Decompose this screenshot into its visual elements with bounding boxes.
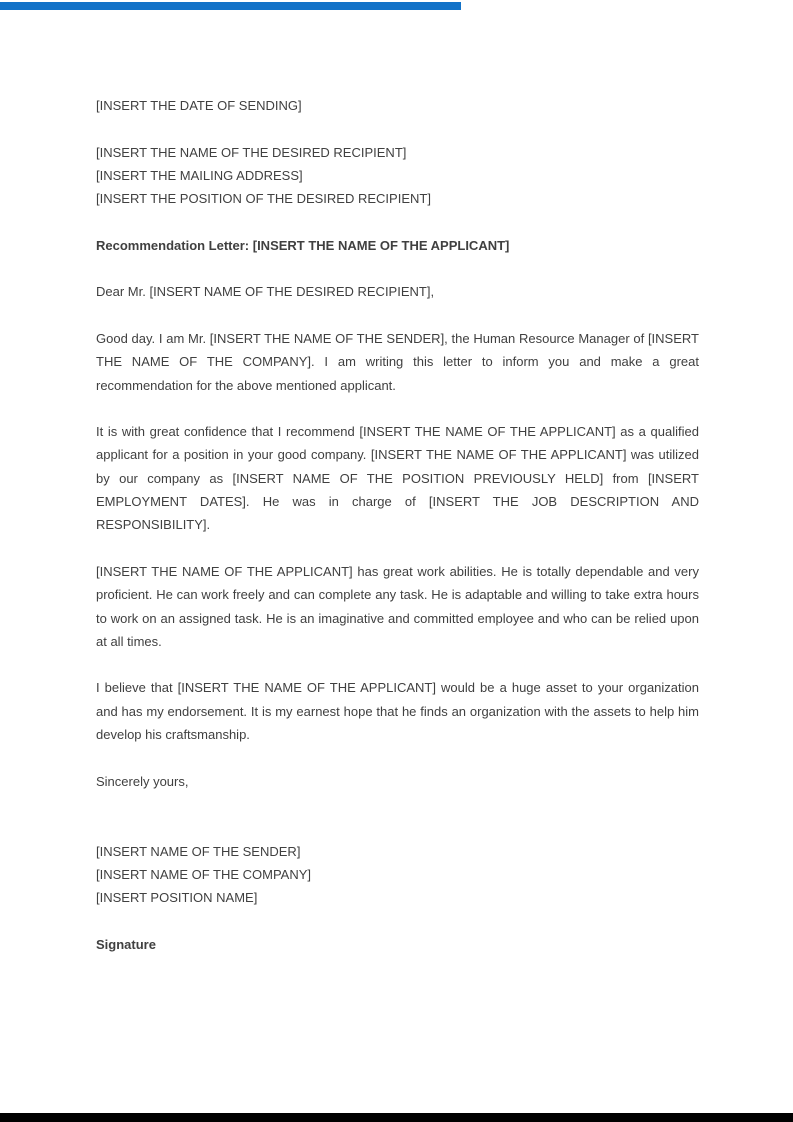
spacer: [96, 117, 699, 140]
subject-line: Recommendation Letter: [INSERT THE NAME OF THE APPLICANT]: [96, 237, 510, 253]
spacer: [96, 537, 699, 560]
letter-body: [96, 94, 699, 956]
body-paragraph-3: [INSERT THE NAME OF THE APPLICANT] has great work abilities. He is totally dependable and very proficient. He can work freely and can complete any task. He is adaptable and willing to take extra hours to work on an assigned task. He is an imaginative and committed employee and who can be relied upon at all times.: [96, 563, 699, 649]
spacer: [96, 653, 699, 676]
recipient-position: [INSERT THE POSITION OF THE DESIRED RECIPIENT]: [96, 191, 431, 207]
spacer: [96, 304, 699, 327]
spacer: [96, 746, 699, 769]
body-paragraph-4: I believe that [INSERT THE NAME OF THE APPLICANT] would be a huge asset to your organization and has my endorsement. It is my earnest hope that he finds an organization with the assets to help him develop his craftsmanship.: [96, 680, 699, 743]
recipient-address: [INSERT THE MAILING ADDRESS]: [96, 167, 303, 183]
spacer: [96, 397, 699, 420]
header-accent-bar: [0, 2, 461, 10]
signature-label: Signature: [96, 936, 156, 952]
sender-position: [INSERT POSITION NAME]: [96, 890, 258, 906]
spacer: [96, 909, 699, 932]
date-line: [INSERT THE DATE OF SENDING]: [96, 98, 302, 113]
closing-line: Sincerely yours,: [96, 773, 189, 789]
spacer: [96, 257, 699, 280]
body-paragraph-1: Good day. I am Mr. [INSERT THE NAME OF THE SENDER], the Human Resource Manager of [INSERT THE NAME OF THE COMPANY]. I am writing this letter to inform you and make a great recommendation for the above mentioned applicant.: [96, 330, 699, 393]
sender-name: [INSERT NAME OF THE SENDER]: [96, 843, 301, 859]
footer-bar: [0, 1113, 793, 1122]
spacer: [96, 793, 699, 840]
recipient-name: [INSERT THE NAME OF THE DESIRED RECIPIENT]: [96, 144, 407, 160]
salutation: Dear Mr. [INSERT NAME OF THE DESIRED RECIPIENT],: [96, 284, 435, 300]
sender-company: [INSERT NAME OF THE COMPANY]: [96, 866, 312, 882]
spacer: [96, 210, 699, 233]
body-paragraph-2: It is with great confidence that I recommend [INSERT THE NAME OF THE APPLICANT] as a qualified applicant for a position in your good company. [INSERT THE NAME OF THE APPLICANT] was utilized by our company as [INSERT NAME OF THE POSITION PREVIOUSLY HELD] from [INSERT EMPLOYMENT DATES]. He was in charge of [INSERT THE JOB DESCRIPTION AND RESPONSIBILITY].: [96, 424, 699, 533]
